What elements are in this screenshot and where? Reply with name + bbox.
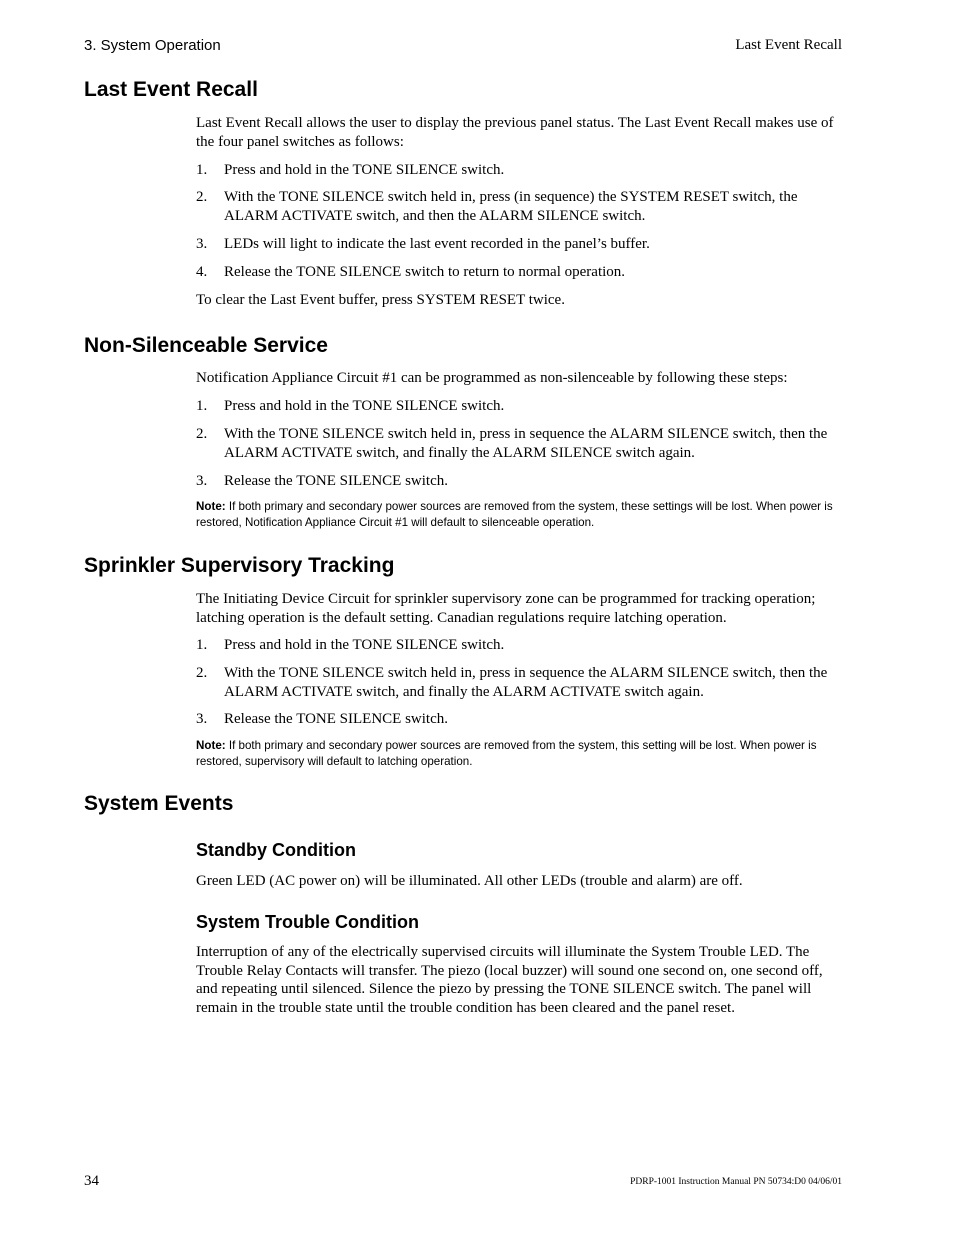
list-number: 1.	[196, 398, 208, 414]
running-header-section: 3. System Operation	[84, 37, 221, 54]
last-event-recall-intro: Last Event Recall allows the user to display the previous panel status. The Last Event Recall makes use of the four panel switches as follows:	[196, 115, 834, 150]
list-item	[196, 397, 842, 416]
list-number: 1.	[196, 637, 208, 653]
list-item	[196, 263, 842, 282]
list-number: 2.	[196, 189, 208, 205]
system-trouble-condition-text: Interruption of any of the electrically supervised circuits will illuminate the System Trouble LED. The Trouble Relay Contacts will transfer. The piezo (local buzzer) will sound one second on, one second off, and repeating until silenced. Silence the piezo by pressing the TONE SILENCE switch. The panel will remain in the trouble state until the trouble condition has been cleared and the panel reset.	[196, 944, 823, 1017]
heading-last-event-recall: Last Event Recall	[84, 78, 258, 101]
list-item	[196, 636, 842, 655]
list-item	[196, 664, 842, 701]
note-text: If both primary and secondary power sources are removed from the system, these settings will be lost. When power is restored, Notification Appliance Circuit #1 will default to silenceable operation.	[196, 500, 833, 529]
list-text: Release the TONE SILENCE switch to return to normal operation.	[224, 264, 626, 280]
heading-sprinkler-supervisory-tracking: Sprinkler Supervisory Tracking	[84, 554, 395, 577]
note-text: If both primary and secondary power sources are removed from the system, this setting will be lost. When power is restored, supervisory will default to latching operation.	[196, 739, 817, 768]
list-item	[196, 161, 842, 180]
list-item	[196, 710, 842, 729]
list-number: 2.	[196, 665, 208, 681]
note-label: Note:	[196, 500, 226, 513]
list-number: 1.	[196, 162, 208, 178]
page-number: 34	[84, 1173, 99, 1189]
list-text: Release the TONE SILENCE switch.	[224, 473, 448, 489]
list-item	[196, 472, 842, 491]
running-header-title: Last Event Recall	[735, 37, 842, 53]
list-item	[196, 425, 842, 462]
list-number: 3.	[196, 473, 208, 489]
subheading-standby-condition: Standby Condition	[196, 840, 356, 860]
list-text: With the TONE SILENCE switch held in, press in sequence the ALARM SILENCE switch, then the ALARM ACTIVATE switch, and finally the ALARM SILENCE switch again.	[224, 426, 828, 461]
note-label: Note:	[196, 739, 226, 752]
heading-system-events: System Events	[84, 792, 234, 815]
heading-non-silenceable-service: Non-Silenceable Service	[84, 334, 328, 357]
list-text: LEDs will light to indicate the last event recorded in the panel’s buffer.	[224, 236, 650, 252]
list-number: 3.	[196, 711, 208, 727]
list-text: Release the TONE SILENCE switch.	[224, 711, 448, 727]
list-item	[196, 188, 842, 225]
list-text: With the TONE SILENCE switch held in, press (in sequence) the SYSTEM RESET switch, the ALARM ACTIVATE switch, and then the ALARM SILENCE switch.	[224, 189, 798, 224]
subheading-system-trouble-condition: System Trouble Condition	[196, 912, 420, 932]
note-non-silenceable	[196, 499, 842, 531]
note-sprinkler	[196, 738, 842, 770]
list-text: Press and hold in the TONE SILENCE switch.	[224, 398, 505, 414]
list-text: Press and hold in the TONE SILENCE switch.	[224, 637, 505, 653]
list-number: 4.	[196, 264, 208, 280]
list-number: 2.	[196, 426, 208, 442]
list-text: Press and hold in the TONE SILENCE switch.	[224, 162, 505, 178]
non-silenceable-intro: Notification Appliance Circuit #1 can be programmed as non-silenceable by following these steps:	[196, 370, 788, 386]
list-text: With the TONE SILENCE switch held in, press in sequence the ALARM SILENCE switch, then the ALARM ACTIVATE switch, and finally the ALARM ACTIVATE switch again.	[224, 665, 828, 700]
sprinkler-intro: The Initiating Device Circuit for sprinkler supervisory zone can be programmed for tracking operation; latching operation is the default setting. Canadian regulations require latching operation.	[196, 591, 816, 626]
footer-doc-info: PDRP-1001 Instruction Manual PN 50734:D0 04/06/01	[630, 1177, 842, 1187]
list-item	[196, 235, 842, 254]
list-number: 3.	[196, 236, 208, 252]
standby-condition-text: Green LED (AC power on) will be illuminated. All other LEDs (trouble and alarm) are off.	[196, 873, 743, 889]
last-event-recall-outro: To clear the Last Event buffer, press SYSTEM RESET twice.	[196, 292, 565, 308]
